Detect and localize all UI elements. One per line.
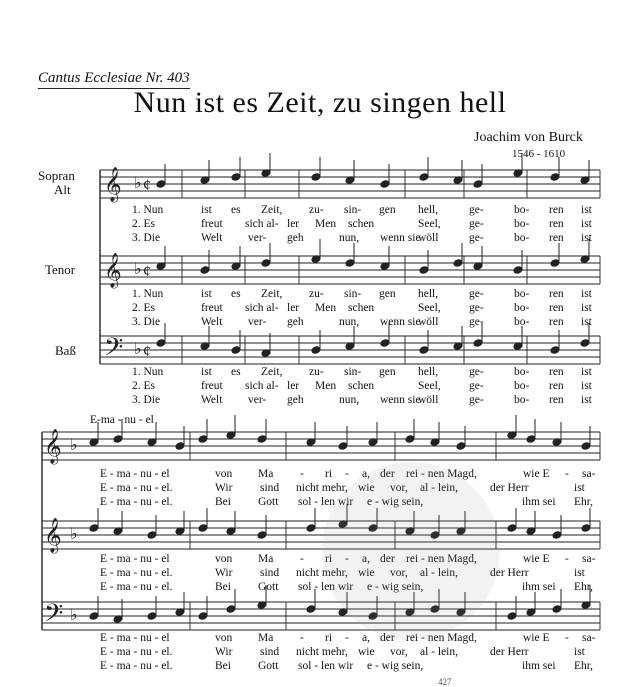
lyrics-verse-2-tenor: der Herr [490,567,529,579]
lyrics-verse-3-tenor: Ehr, [574,581,594,593]
lyrics-verse-3: ge- [469,232,484,244]
note-head [147,612,157,621]
note-head [257,531,267,540]
lyrics-verse-1-bass: E - ma - nu - el [100,632,170,644]
lyrics-verse-1-tenor: zu- [309,288,324,300]
lyrics-verse-1-bass: - [345,632,349,644]
note-head [147,531,157,540]
lyrics-verse-3-bass: ren [549,394,564,406]
flat-key-icon: ♭ [70,526,78,543]
lyrics-verse-2: 2. Es [132,218,155,230]
lyrics-verse-3-tenor: ihm sei [522,581,556,593]
lyrics-cue: E-ma - nu - el [90,414,154,426]
lyrics-verse-2-tenor: al - lein, [420,567,458,579]
lyrics-verse-3-tenor: nun, [339,316,360,328]
note-head [580,339,590,348]
lyrics-verse-2-bass: E - ma - nu - el. [100,646,173,658]
lyrics-verse-3-tenor: wenn sie [380,316,421,328]
lyrics-verse-1-tenor: sin- [344,288,362,300]
lyrics-verse-3-tenor: Gott [258,581,279,593]
treble-clef-icon: 𝄞 [104,167,122,202]
lyrics-verse-1-tenor: bo- [514,288,530,300]
lyrics-verse-2: ler [287,218,300,230]
lyrics-verse-1-bass: 1. Nun [132,366,164,378]
note-head [419,266,429,275]
lyrics-verse-3: Gott [258,496,279,508]
note-head [311,346,321,355]
treble-clef-icon: 𝄞 [44,518,62,553]
lyrics-verse-3-tenor: 3. Die [132,316,161,328]
lyrics-verse-1-bass: - [300,632,304,644]
lyrics-verse-1-tenor: ist [581,288,592,300]
lyrics-verse-1: der [380,468,395,480]
lyrics-verse-3-bass: Welt [201,394,223,406]
lyrics-verse-1-tenor: ri [325,553,333,565]
lyrics-verse-2: Men [315,218,337,230]
lyrics-verse-2-tenor: Men [315,302,337,314]
lyrics-verse-1: ist [201,204,212,216]
lyrics-verse-1-bass: sa- [582,632,596,644]
lyrics-verse-1: wie E [523,468,550,480]
note-head [338,442,348,451]
lyrics-verse-3-tenor: sol - len wir [298,581,354,593]
lyrics-verse-2-tenor: nicht mehr, [296,567,348,579]
lyrics-verse-3: e - wig sein, [367,496,424,508]
lyrics-verse-2-bass: Wir [215,646,233,658]
lyrics-verse-1-bass: wie E [523,632,550,644]
note-head [113,435,123,444]
lyrics-verse-1: von [215,468,233,480]
lyrics-verse-1-tenor: hell, [418,288,439,300]
lyrics-verse-1-bass: - [565,632,569,644]
lyrics-verse-3-bass: 3. Die [132,394,161,406]
lyrics-verse-1-bass: der [380,632,395,644]
lyrics-verse-1-bass: ren [549,366,564,378]
note-head [473,339,483,348]
lyrics-verse-3-bass: E - ma - nu - el. [100,660,173,672]
note-head [345,259,355,268]
lyrics-verse-1: ri [325,468,333,480]
lyrics-verse-3-bass: Gott [258,660,279,672]
lyrics-verse-1-bass: ist [581,366,592,378]
lyrics-verse-3-bass: e - wig sein, [367,660,424,672]
note-head [456,442,466,451]
note-head [156,180,166,189]
lyrics-verse-2-tenor: wie [358,567,375,579]
lyrics-verse-3-bass: ihm sei [522,660,556,672]
lyrics-verse-2-bass: ge- [469,380,484,392]
lyrics-verse-1: 1. Nun [132,204,164,216]
lyrics-verse-3-tenor: geh [287,316,304,328]
lyrics-verse-2-bass: vor, [390,646,408,658]
note-head [311,173,321,182]
bass-clef-icon: 𝄢 [104,333,124,368]
flat-key-icon: ♭ [134,175,142,192]
lyrics-verse-2: Seel, [418,218,441,230]
lyrics-verse-2: Wir [215,482,233,494]
lyrics-verse-2: sich al- [245,218,279,230]
lyrics-verse-2: ren [549,218,564,230]
lyrics-verse-2-tenor: ist [581,302,592,314]
lyrics-verse-3: wenn sie [380,232,421,244]
lyrics-verse-2: sind [260,482,280,494]
lyrics-verse-2-bass: Men [315,380,337,392]
note-head [581,442,591,451]
lyrics-verse-2-tenor: schen [348,302,375,314]
lyrics-verse-2-bass: Seel, [418,380,441,392]
lyrics-verse-2: der Herr [490,482,529,494]
note-head [200,266,210,275]
lyrics-verse-2-tenor: sich al- [245,302,279,314]
cut-time-icon: ¢ [143,343,151,360]
lyrics-verse-3: sol - len wir [298,496,354,508]
lyrics-verse-3: ist [581,232,592,244]
note-head [175,442,185,451]
treble-clef-icon: 𝄞 [104,253,122,288]
lyrics-verse-1-bass: bo- [514,366,530,378]
lyrics-verse-1-tenor: - [345,553,349,565]
lyrics-verse-2: bo- [514,218,530,230]
publisher-mark: 427 [438,677,452,687]
lyrics-verse-2-bass: sind [260,646,280,658]
note-head [198,435,208,444]
flat-key-icon: ♭ [134,261,142,278]
lyrics-verse-2-tenor: 2. Es [132,302,155,314]
lyrics-verse-2-tenor: Wir [215,567,233,579]
note-head [550,173,560,182]
lyrics-verse-1: Zeit, [261,204,283,216]
lyrics-verse-2-bass: sich al- [245,380,279,392]
lyrics-verse-1-tenor: - [565,553,569,565]
lyrics-verse-2: schen [348,218,375,230]
lyrics-verse-2-bass: ren [549,380,564,392]
lyrics-verse-2-tenor: vor, [390,567,408,579]
lyrics-verse-3-bass: ver- [248,394,267,406]
lyrics-verse-1-tenor: ren [549,288,564,300]
note-head [405,435,415,444]
lyrics-verse-2: ist [581,218,592,230]
lyrics-verse-2-tenor: ler [287,302,300,314]
note-head [507,524,517,533]
lyrics-verse-1-bass: hell, [418,366,439,378]
lyrics-verse-3-tenor: Bei [215,581,231,593]
lyrics-verse-1-bass: es [231,366,241,378]
lyrics-verse-1-bass: a, [362,632,370,644]
note-head [89,612,99,621]
lyrics-verse-2-bass: wie [358,646,375,658]
lyrics-verse-2-bass: ist [581,380,592,392]
voice-label-bass: Baß [55,343,76,358]
note-head [198,612,208,621]
lyrics-verse-3: Ehr, [574,496,594,508]
lyrics-verse-2-tenor: ist [574,567,585,579]
lyrics-verse-3-tenor: wöll [418,316,439,328]
lyrics-verse-3-bass: wöll [418,394,439,406]
lyrics-verse-1: zu- [309,204,324,216]
note-head [526,435,536,444]
lyrics-verse-1-bass: sin- [344,366,362,378]
note-head [581,524,591,533]
lyrics-verse-1-bass: zu- [309,366,324,378]
lyrics-verse-1: a, [362,468,370,480]
lyrics-verse-3: ver- [248,232,267,244]
lyrics-verse-3-bass: Ehr, [574,660,594,672]
note-head [513,266,523,275]
note-head [419,173,429,182]
lyrics-verse-1-tenor: ge- [469,288,484,300]
lyrics-verse-3: nun, [339,232,360,244]
lyrics-verse-2-bass: schen [348,380,375,392]
lyrics-verse-1-tenor: wie E [523,553,550,565]
lyrics-verse-1: sa- [582,468,596,480]
note-head [231,346,241,355]
flat-key-icon: ♭ [70,607,78,624]
lyrics-verse-2-bass: freut [201,380,223,392]
lyrics-verse-1: es [231,204,241,216]
lyrics-verse-1-tenor: gen [379,288,396,300]
note-head [306,605,316,614]
lyrics-verse-2-bass: nicht mehr, [296,646,348,658]
lyrics-verse-1: bo- [514,204,530,216]
lyrics-verse-1-bass: Zeit, [261,366,283,378]
note-head [306,524,316,533]
note-head [380,180,390,189]
lyrics-verse-1-tenor: Zeit, [261,288,283,300]
lyrics-verse-3-bass: nun, [339,394,360,406]
note-head [550,346,560,355]
lyrics-verse-3-tenor: bo- [514,316,530,328]
note-head [453,259,463,268]
note-head [226,605,236,614]
lyrics-verse-2-tenor: bo- [514,302,530,314]
lyrics-verse-1-bass: Ma [258,632,274,644]
note-head [261,259,271,268]
lyrics-verse-3: 3. Die [132,232,161,244]
lyrics-verse-1-bass: ri [325,632,333,644]
lyrics-verse-1-tenor: rei - nen Magd, [406,553,477,565]
bass-clef-icon: 𝄢 [44,599,64,634]
note-head [231,173,241,182]
publisher-watermark [322,462,500,640]
note-head [89,524,99,533]
lyrics-verse-1: gen [379,204,396,216]
lyrics-verse-1-tenor: es [231,288,241,300]
lyrics-verse-1: sin- [344,204,362,216]
lyrics-verse-3: ren [549,232,564,244]
lyrics-verse-1-bass: ge- [469,366,484,378]
lyrics-verse-2: freut [201,218,223,230]
note-head [473,180,483,189]
note-head [550,259,560,268]
lyrics-verse-3-tenor: ren [549,316,564,328]
lyrics-verse-1: - [565,468,569,480]
lyrics-verse-3-tenor: e - wig sein, [367,581,424,593]
series-label: Cantus Ecclesiae Nr. 403 [38,70,190,89]
lyrics-verse-2: al - lein, [420,482,458,494]
lyrics-verse-1: - [300,468,304,480]
lyrics-verse-3: Welt [201,232,223,244]
lyrics-verse-3: Bei [215,496,231,508]
lyrics-verse-2-bass: al - lein, [420,646,458,658]
lyrics-verse-2-bass: 2. Es [132,380,155,392]
lyrics-verse-1-tenor: 1. Nun [132,288,164,300]
lyrics-verse-1: hell, [418,204,439,216]
lyrics-verse-3-bass: geh [287,394,304,406]
lyrics-verse-2: E - ma - nu - el. [100,482,173,494]
lyrics-verse-1-bass: rei - nen Magd, [406,632,477,644]
note-head [419,346,429,355]
lyrics-verse-2-tenor: ren [549,302,564,314]
lyrics-verse-3-tenor: ver- [248,316,267,328]
lyrics-verse-2-bass: der Herr [490,646,529,658]
lyrics-verse-2: ge- [469,218,484,230]
lyrics-verse-2: nicht mehr, [296,482,348,494]
lyrics-verse-1-tenor: - [300,553,304,565]
lyrics-verse-3-tenor: ge- [469,316,484,328]
treble-clef-icon: 𝄞 [44,429,62,464]
lyrics-verse-3: bo- [514,232,530,244]
voice-label-soprano: Sopran [38,168,75,183]
lyrics-verse-3-bass: Bei [215,660,231,672]
lyrics-verse-1-tenor: E - ma - nu - el [100,553,170,565]
lyrics-verse-3-tenor: ist [581,316,592,328]
lyrics-verse-1: - [345,468,349,480]
lyrics-verse-3-tenor: E - ma - nu - el. [100,581,173,593]
lyrics-verse-3: ihm sei [522,496,556,508]
lyrics-verse-1: rei - nen Magd, [406,468,477,480]
note-head [552,531,562,540]
lyrics-verse-2-tenor: sind [260,567,280,579]
lyrics-verse-1-tenor: Ma [258,553,274,565]
lyrics-verse-3: geh [287,232,304,244]
note-head [198,524,208,533]
lyrics-verse-1: ist [581,204,592,216]
lyrics-verse-2-bass: bo- [514,380,530,392]
lyrics-verse-2-tenor: ge- [469,302,484,314]
lyrics-verse-2-tenor: E - ma - nu - el. [100,567,173,579]
cut-time-icon: ¢ [143,177,151,194]
lyrics-verse-1-bass: ist [201,366,212,378]
note-head [156,339,166,348]
lyrics-verse-1-tenor: a, [362,553,370,565]
lyrics-verse-1-tenor: sa- [582,553,596,565]
lyrics-verse-3-bass: ist [581,394,592,406]
lyrics-verse-3: wöll [418,232,439,244]
piece-title: Nun ist es Zeit, zu singen hell [133,86,507,119]
lyrics-verse-2-bass: ler [287,380,300,392]
lyrics-verse-3-bass: wenn sie [380,394,421,406]
flat-key-icon: ♭ [70,437,78,454]
lyrics-verse-2-tenor: Seel, [418,302,441,314]
lyrics-verse-1-bass: gen [379,366,396,378]
lyrics-verse-3-bass: sol - len wir [298,660,354,672]
note-head [552,605,562,614]
lyrics-verse-1-tenor: der [380,553,395,565]
voice-label-alto: Alt [54,182,71,197]
voice-label-tenor: Tenor [45,262,76,277]
lyrics-verse-1: ge- [469,204,484,216]
lyrics-verse-1: ren [549,204,564,216]
lyrics-verse-2-tenor: freut [201,302,223,314]
flat-key-icon: ♭ [134,341,142,358]
lyrics-verse-2: wie [358,482,375,494]
lyrics-verse-1: Ma [258,468,274,480]
lyrics-verse-1-tenor: ist [201,288,212,300]
lyrics-verse-1-tenor: von [215,553,233,565]
lyrics-verse-1: E - ma - nu - el [100,468,170,480]
lyrics-verse-3-tenor: Welt [201,316,223,328]
lyrics-verse-1-bass: von [215,632,233,644]
note-head [257,435,267,444]
lyrics-verse-3: E - ma - nu - el. [100,496,173,508]
cut-time-icon: ¢ [143,263,151,280]
lyrics-verse-2-bass: ist [574,646,585,658]
lyrics-verse-3-bass: bo- [514,394,530,406]
note-head [380,339,390,348]
lyrics-verse-2: ist [574,482,585,494]
lyrics-verse-2: vor, [390,482,408,494]
composer-dates: 1546 - 1610 [512,148,566,160]
note-head [507,612,517,621]
lyrics-verse-3-bass: ge- [469,394,484,406]
composer-name: Joachim von Burck [474,130,583,145]
